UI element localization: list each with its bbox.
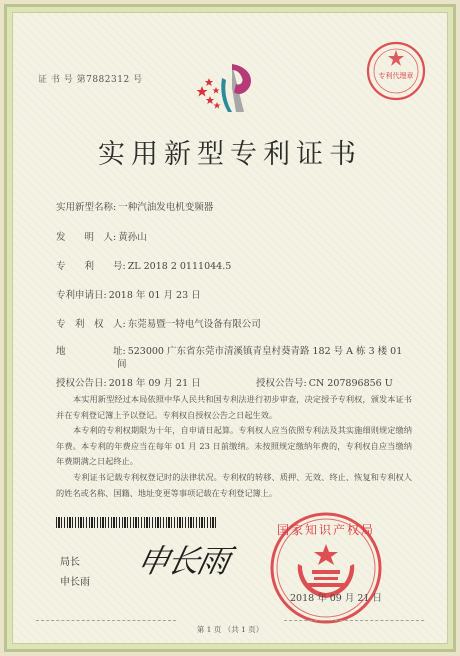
field-utility-name xyxy=(56,199,213,213)
field-value: 2018 年 09 月 21 日 xyxy=(108,378,201,389)
field-label: 专 利 权 人: xyxy=(56,319,126,330)
agency-seal-text: 专利代理章 xyxy=(378,72,414,80)
certificate-title: 实用新型专利证书 xyxy=(98,139,362,170)
agency-seal-icon xyxy=(365,40,427,102)
field-label: 地 址: xyxy=(56,346,126,357)
field-label: 发 明 人: xyxy=(56,232,117,243)
certificate-number xyxy=(38,72,143,85)
page-indicator: 第 1 页 （共 1 页） xyxy=(196,625,264,634)
patent-office-seal-text: 国家知识产权局 xyxy=(276,523,376,537)
field-address xyxy=(56,343,402,357)
field-value: 黄孙山 xyxy=(118,232,147,243)
patent-office-seal-icon xyxy=(268,510,384,626)
field-label: 专 利 号: xyxy=(56,261,126,272)
field-label: 专利申请日: xyxy=(56,290,107,301)
seal-date: 2018 年 09 月 21 日 xyxy=(290,593,382,604)
field-label: 授权公告号: xyxy=(256,378,307,389)
field-value: 一种汽油发电机变频器 xyxy=(118,202,214,213)
field-address-line2 xyxy=(117,356,127,370)
director-signature: 申长雨 xyxy=(133,542,232,580)
certificate-number-label: 证 书 号 第 xyxy=(38,75,87,85)
field-announce-date xyxy=(56,375,201,389)
director-name: 申长雨 xyxy=(60,577,90,588)
paragraph-grant: 本实用新型经过本局依照中华人民共和国专利法进行初步审查，决定授予专利权，颁发本证书并在专利登记簿上予以登记。专利权自授权公告之日起生效。 xyxy=(56,394,412,420)
barcode xyxy=(56,517,217,528)
field-filing-date xyxy=(56,287,201,301)
field-announce-number xyxy=(256,375,393,389)
field-value: 523000 广东省东莞市清溪镇青皇村葵青路 182 号 A 栋 3 楼 01 xyxy=(127,346,403,357)
field-value: ZL 2018 2 0111044.5 xyxy=(127,261,232,272)
certificate-number-suffix: 号 xyxy=(133,75,143,85)
field-value: 东莞易暨一特电气设备有限公司 xyxy=(127,319,261,330)
footer-divider-right xyxy=(284,620,424,621)
director-title: 局长 xyxy=(60,557,80,568)
paragraph-status: 专利证书记载专利权登记时的法律状况。专利权的转移、质押、无效、终止、恢复和专利权人的姓名或名称、国籍、地址变更等事项记载在专利登记簿上。 xyxy=(56,472,412,498)
field-label: 授权公告日: xyxy=(56,378,107,389)
certificate-number-value: 7882312 xyxy=(86,75,130,85)
field-inventor xyxy=(56,229,147,243)
field-patent-number xyxy=(56,258,231,272)
field-value: 间 xyxy=(117,359,127,370)
field-value: CN 207896856 U xyxy=(308,378,393,389)
paragraph-term: 本专利的专利权期限为十年，自申请日起算。专利权人应当依照专利法及其实施细则规定缴纳年费。本专利的年费应当在每年 01 月 23 日前缴纳。未按照规定缴纳年费的，专利权自应当缴纳年费期满之日起终止。 xyxy=(56,425,412,466)
field-value: 2018 年 01 月 23 日 xyxy=(108,290,201,301)
footer-divider-left xyxy=(36,620,176,621)
patent-office-logo-icon xyxy=(192,58,268,120)
field-patentee xyxy=(56,316,261,330)
field-label: 实用新型名称: xyxy=(56,202,117,213)
